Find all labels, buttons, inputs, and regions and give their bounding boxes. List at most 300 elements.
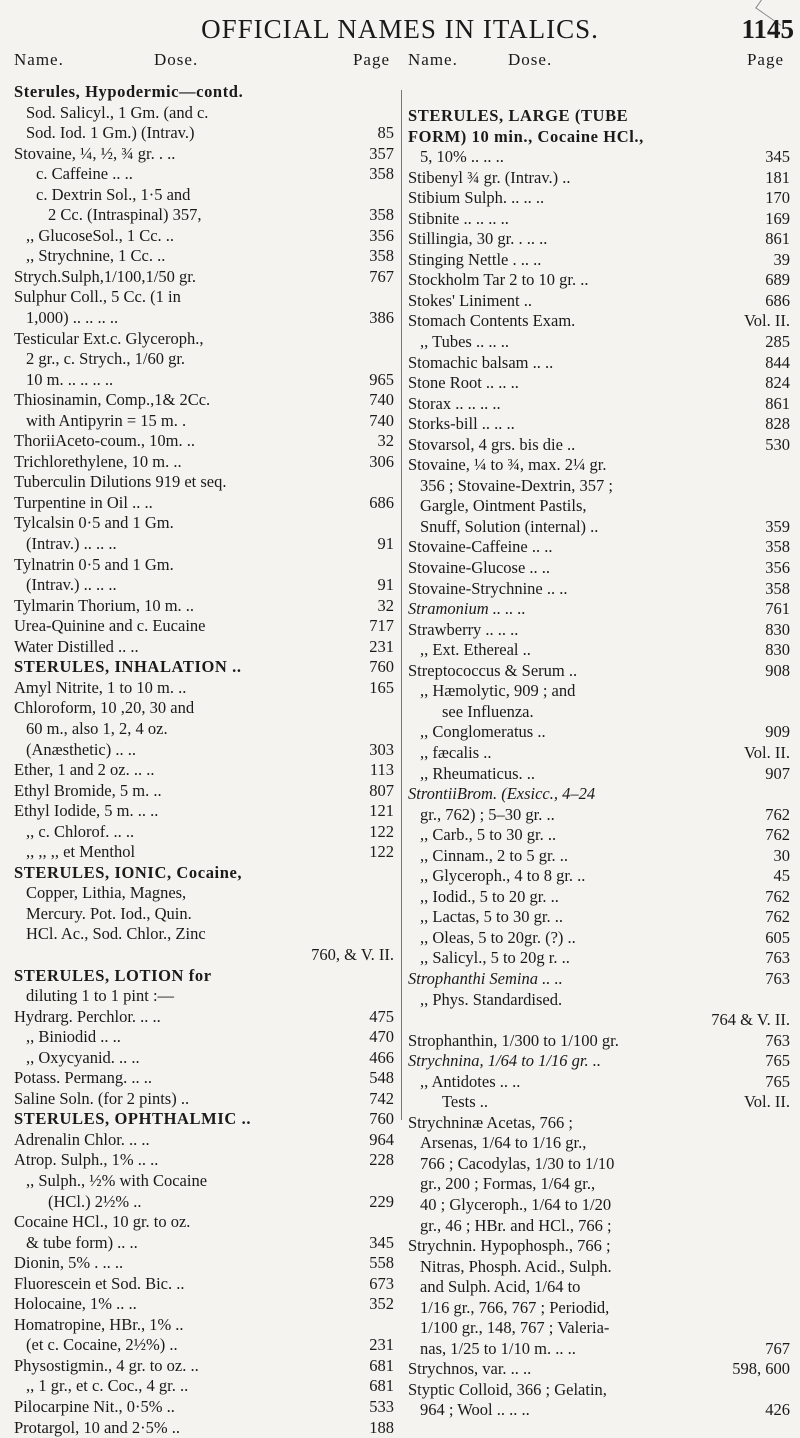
entry-text: Stomach Contents Exam. — [408, 311, 576, 331]
entry-text: Stovaine-Strychnine .. .. — [408, 578, 568, 598]
entry-page-ref: 740 — [369, 410, 394, 430]
entry-page-ref: 763 — [765, 968, 790, 988]
index-entry — [14, 1397, 394, 1418]
index-entry — [408, 1174, 790, 1195]
index-entry — [14, 945, 394, 966]
entry-page-ref: 844 — [765, 352, 790, 372]
entry-text: (Intrav.) .. .. .. — [26, 534, 117, 554]
entry-text: 766 ; Cacodylas, 1/30 to 1/10 — [420, 1153, 615, 1173]
entry-text: Sod. Iod. 1 Gm.) (Intrav.) — [26, 123, 195, 143]
index-entry — [408, 1133, 790, 1154]
index-entry — [14, 1109, 394, 1130]
index-entry — [408, 661, 790, 682]
entry-page-ref: 285 — [765, 332, 790, 352]
entry-page-ref: 32 — [377, 595, 394, 615]
entry-text: 760, & V. II. — [311, 944, 394, 964]
index-entry — [14, 390, 394, 411]
entry-text: ,, Tubes .. .. .. — [420, 332, 509, 352]
entry-page-ref: 742 — [369, 1088, 394, 1108]
right-index-column — [408, 106, 790, 1421]
index-entry — [14, 616, 394, 637]
entry-text: gr., 200 ; Formas, 1/64 gr., — [420, 1174, 596, 1194]
index-entry — [14, 1048, 394, 1069]
entry-text: Fluorescein et Sod. Bic. .. — [14, 1273, 185, 1293]
column-divider — [401, 90, 402, 1120]
entry-text: Stovaine, ¼ to ¾, max. 2¼ gr. — [408, 455, 607, 475]
entry-text: ,, Glyceroph., 4 to 8 gr. .. — [420, 866, 586, 886]
entry-text: with Antipyrin = 15 m. . — [26, 410, 187, 430]
entry-text: Strawberry .. .. .. — [408, 619, 519, 639]
index-entry — [14, 267, 394, 288]
entry-text: Holocaine, 1% .. .. — [14, 1294, 137, 1314]
entry-text: Stramonium .. .. .. — [408, 599, 526, 619]
entry-text: 60 m., also 1, 2, 4 oz. — [26, 718, 168, 738]
entry-page-ref: 358 — [369, 164, 394, 184]
entry-page-ref: 763 — [765, 1030, 790, 1050]
index-entry — [14, 205, 394, 226]
index-entry — [408, 599, 790, 620]
entry-text: HCl. Ac., Sod. Chlor., Zinc — [26, 924, 206, 944]
entry-text: ,, Carb., 5 to 30 gr. .. — [420, 825, 557, 845]
index-entry — [14, 349, 394, 370]
index-entry — [408, 1318, 790, 1339]
entry-text: Stovaine-Glucose .. .. — [408, 558, 551, 578]
entry-page-ref: 762 — [765, 886, 790, 906]
entry-text: ,, Oleas, 5 to 20gr. (?) .. — [420, 927, 576, 947]
entry-text: Ethyl Iodide, 5 m. .. .. — [14, 801, 159, 821]
index-entry — [408, 1257, 790, 1278]
entry-page-ref: 169 — [765, 208, 790, 228]
entry-text: Snuff, Solution (internal) .. — [420, 516, 599, 536]
entry-page-ref: 762 — [765, 907, 790, 927]
entry-text: Strychnina, 1/64 to 1/16 gr. .. — [408, 1051, 601, 1071]
entry-page-ref: 763 — [765, 948, 790, 968]
entry-page-ref: 824 — [765, 373, 790, 393]
index-entry — [408, 1072, 790, 1093]
entry-text: gr., 46 ; HBr. and HCl., 766 ; — [420, 1215, 612, 1235]
entry-text: Ether, 1 and 2 oz. .. .. — [14, 760, 155, 780]
index-entry — [14, 411, 394, 432]
entry-text: ,, Rheumaticus. .. — [420, 763, 536, 783]
entry-page-ref: 767 — [369, 266, 394, 286]
index-entry — [14, 904, 394, 925]
index-entry — [14, 657, 394, 678]
entry-page-ref: 39 — [773, 249, 790, 269]
entry-text: (HCl.) 2½% .. — [48, 1191, 142, 1211]
page-number: 1145 — [741, 14, 794, 44]
entry-page-ref: 85 — [377, 123, 394, 143]
entry-text: Water Distilled .. .. — [14, 636, 139, 656]
entry-text: STERULES, INHALATION .. — [14, 657, 242, 677]
index-entry — [408, 948, 790, 969]
index-entry — [14, 801, 394, 822]
index-entry — [14, 883, 394, 904]
entry-page-ref: 306 — [369, 451, 394, 471]
index-entry — [14, 329, 394, 350]
entry-text: ,, Salicyl., 5 to 20g r. .. — [420, 948, 570, 968]
index-entry — [14, 431, 394, 452]
entry-text: ,, Cinnam., 2 to 5 gr. .. — [420, 845, 569, 865]
entry-page-ref: 861 — [765, 229, 790, 249]
index-entry — [14, 1315, 394, 1336]
index-entry — [14, 966, 394, 987]
entry-text: Strychnin. Hypophosph., 766 ; — [408, 1236, 611, 1256]
entry-page-ref: 673 — [369, 1273, 394, 1293]
entry-page-ref: 686 — [765, 290, 790, 310]
entry-text: see Influenza. — [442, 701, 534, 721]
entry-text: ,, Conglomeratus .. — [420, 722, 546, 742]
dose-heading: Dose. — [508, 50, 553, 69]
index-entry — [408, 127, 790, 148]
index-entry — [408, 291, 790, 312]
index-entry — [14, 493, 394, 514]
entry-text: Stillingia, 30 gr. . .. .. — [408, 229, 548, 249]
entry-text: Protargol, 10 and 2·5% .. — [14, 1417, 181, 1437]
entry-text: Arsenas, 1/64 to 1/16 gr., — [420, 1133, 587, 1153]
index-entry — [408, 928, 790, 949]
index-entry — [408, 394, 790, 415]
index-entry — [408, 270, 790, 291]
entry-page-ref: 426 — [765, 1400, 790, 1420]
entry-page-ref: 181 — [765, 167, 790, 187]
index-entry — [408, 1236, 790, 1257]
entry-page-ref: 828 — [765, 414, 790, 434]
entry-page-ref: 229 — [369, 1191, 394, 1211]
entry-page-ref: 358 — [369, 246, 394, 266]
index-entry — [14, 472, 394, 493]
entry-text: ,, Strychnine, 1 Cc. .. — [26, 246, 166, 266]
index-entry — [14, 575, 394, 596]
entry-page-ref: Vol. II. — [744, 742, 790, 762]
index-entry — [14, 534, 394, 555]
index-entry — [14, 308, 394, 329]
entry-page-ref: 762 — [765, 825, 790, 845]
entry-page-ref: 188 — [369, 1417, 394, 1437]
index-entry — [408, 476, 790, 497]
index-entry — [14, 287, 394, 308]
entry-text: ,, ,, ,, et Menthol — [26, 842, 136, 862]
entry-text: ,, Ext. Ethereal .. — [420, 640, 531, 660]
entry-text: ,, Phys. Standardised. — [420, 989, 563, 1009]
entry-page-ref: 122 — [369, 842, 394, 862]
entry-page-ref: 466 — [369, 1047, 394, 1067]
entry-text: ,, c. Chlorof. .. .. — [26, 821, 135, 841]
entry-text: 5, 10% .. .. .. — [420, 147, 504, 167]
entry-text: 1/16 gr., 766, 767 ; Periodid, — [420, 1297, 610, 1317]
left-column-headings — [14, 50, 390, 76]
index-entry — [408, 188, 790, 209]
entry-text: Physostigmin., 4 gr. to oz. .. — [14, 1355, 199, 1375]
entry-text: Chloroform, 10 ,20, 30 and — [14, 698, 195, 718]
entry-page-ref: 760 — [369, 1109, 394, 1129]
index-entry — [14, 986, 394, 1007]
index-entry — [408, 764, 790, 785]
entry-text: STERULES, IONIC, Cocaine, — [14, 862, 243, 882]
entry-text: c. Caffeine .. .. — [36, 164, 133, 184]
entry-text: Testicular Ext.c. Glyceroph., — [14, 328, 204, 348]
entry-page-ref: 113 — [369, 760, 394, 780]
left-index-column — [14, 82, 394, 1438]
entry-text: Urea-Quinine and c. Eucaine — [14, 616, 206, 636]
entry-page-ref: 345 — [765, 147, 790, 167]
entry-text: 40 ; Glyceroph., 1/64 to 1/20 — [420, 1194, 612, 1214]
index-entry — [408, 1051, 790, 1072]
entry-text: Stone Root .. .. .. — [408, 373, 519, 393]
entry-text: ,, Antidotes .. .. — [420, 1071, 521, 1091]
entry-text: Tests .. — [442, 1092, 489, 1112]
entry-text: Thiosinamin, Comp.,1& 2Cc. — [14, 390, 211, 410]
dose-heading: Dose. — [154, 50, 199, 69]
entry-text: Pilocarpine Nit., 0·5% .. — [14, 1397, 175, 1416]
entry-page-ref: 909 — [765, 722, 790, 742]
entry-page-ref: 558 — [369, 1253, 394, 1273]
entry-text: and Sulph. Acid, 1/64 to — [420, 1277, 581, 1297]
entry-text: (Intrav.) .. .. .. — [26, 575, 117, 595]
index-entry — [408, 743, 790, 764]
index-entry — [408, 722, 790, 743]
entry-page-ref: 358 — [765, 578, 790, 598]
entry-page-ref: 530 — [765, 434, 790, 454]
entry-page-ref: 965 — [369, 369, 394, 389]
entry-text: Mercury. Pot. Iod., Quin. — [26, 903, 192, 923]
index-entry — [408, 496, 790, 517]
index-entry — [14, 1212, 394, 1233]
entry-page-ref: 358 — [765, 537, 790, 557]
entry-text: Adrenalin Chlor. .. .. — [14, 1129, 150, 1149]
entry-page-ref: 470 — [369, 1027, 394, 1047]
entry-text: Sulphur Coll., 5 Cc. (1 in — [14, 287, 181, 307]
entry-page-ref: 91 — [377, 575, 394, 595]
entry-page-ref: 121 — [369, 801, 394, 821]
index-entry — [408, 907, 790, 928]
entry-text: 2 Cc. (Intraspinal) 357, — [48, 205, 202, 225]
index-entry — [14, 719, 394, 740]
index-entry — [14, 842, 394, 863]
entry-page-ref: 767 — [765, 1338, 790, 1358]
index-entry — [14, 1418, 394, 1438]
index-entry — [14, 144, 394, 165]
index-entry — [408, 311, 790, 332]
index-entry — [408, 1031, 790, 1052]
entry-page-ref: 830 — [765, 640, 790, 660]
entry-text: ,, Sulph., ½% with Cocaine — [26, 1170, 208, 1190]
entry-text: FORM) 10 min., Cocaine HCl., — [408, 126, 644, 146]
index-entry — [408, 1400, 790, 1421]
index-entry — [408, 784, 790, 805]
entry-page-ref: 170 — [765, 188, 790, 208]
index-entry — [14, 698, 394, 719]
entry-text: Dionin, 5% . .. .. — [14, 1253, 124, 1273]
index-entry — [408, 990, 790, 1011]
entry-page-ref: 907 — [765, 763, 790, 783]
index-entry — [408, 168, 790, 189]
entry-page-ref: 861 — [765, 393, 790, 413]
entry-text: Styptic Colloid, 366 ; Gelatin, — [408, 1379, 607, 1399]
index-entry — [408, 805, 790, 826]
index-entry — [408, 1154, 790, 1175]
index-entry — [408, 1359, 790, 1380]
entry-text: Tuberculin Dilutions 919 et seq. — [14, 472, 227, 492]
entry-page-ref: 122 — [369, 821, 394, 841]
entry-text: Stibenyl ¾ gr. (Intrav.) .. — [408, 167, 571, 187]
entry-text: c. Dextrin Sol., 1·5 and — [36, 184, 191, 204]
entry-text: Stovaine-Caffeine .. .. — [408, 537, 553, 557]
entry-page-ref: 352 — [369, 1294, 394, 1314]
entry-text: Strophanthi Semina .. .. — [408, 968, 563, 988]
entry-text: Strych.Sulph,1/100,1/50 gr. — [14, 266, 196, 286]
column-headings — [0, 50, 800, 76]
running-head — [0, 6, 800, 46]
entry-page-ref: 231 — [369, 636, 394, 656]
entry-text: Potass. Permang. .. .. — [14, 1068, 152, 1088]
entry-page-ref: 356 — [765, 558, 790, 578]
entry-page-ref: 228 — [369, 1150, 394, 1170]
index-entry — [408, 1010, 790, 1031]
entry-text: Cocaine HCl., 10 gr. to oz. — [14, 1212, 191, 1232]
entry-page-ref: 303 — [369, 739, 394, 759]
entry-text: Tylcalsin 0·5 and 1 Gm. — [14, 513, 174, 533]
entry-page-ref: 386 — [369, 308, 394, 328]
name-heading: Name. — [14, 50, 64, 69]
entry-text: 356 ; Stovaine-Dextrin, 357 ; — [420, 475, 613, 495]
index-entry — [408, 1277, 790, 1298]
index-entry — [14, 1007, 394, 1028]
entry-text: diluting 1 to 1 pint :— — [26, 986, 175, 1006]
entry-page-ref: 359 — [765, 516, 790, 536]
entry-text: 10 m. .. .. .. .. — [26, 369, 114, 389]
entry-text: 964 ; Wool .. .. .. — [420, 1400, 530, 1420]
entry-text: StrontiiBrom. (Exsicc., 4–24 — [408, 784, 596, 804]
entry-text: 1/100 gr., 148, 767 ; Valeria- — [420, 1318, 610, 1338]
entry-text: Atrop. Sulph., 1% .. .. — [14, 1150, 159, 1170]
entry-text: Stovarsol, 4 grs. bis die .. — [408, 434, 576, 454]
entry-text: STERULES, LOTION for — [14, 965, 212, 985]
entry-page-ref: 761 — [765, 599, 790, 619]
entry-text: Homatropine, HBr., 1% .. — [14, 1314, 184, 1334]
entry-page-ref: 548 — [369, 1068, 394, 1088]
index-entry — [14, 555, 394, 576]
entry-text: Copper, Lithia, Magnes, — [26, 883, 187, 903]
index-entry — [408, 681, 790, 702]
index-entry — [14, 1150, 394, 1171]
index-entry — [14, 1294, 394, 1315]
index-entry — [408, 537, 790, 558]
entry-text: Strychninæ Acetas, 766 ; — [408, 1112, 573, 1132]
page-header-title: OFFICIAL NAMES IN ITALICS. — [201, 14, 599, 44]
entry-text: ,, Oxycyanid. .. .. — [26, 1047, 140, 1067]
entry-text: Sterules, Hypodermic—contd. — [14, 82, 244, 101]
entry-text: Nitras, Phosph. Acid., Sulph. — [420, 1256, 612, 1276]
index-entry — [408, 209, 790, 230]
index-entry — [408, 250, 790, 271]
index-entry — [14, 863, 394, 884]
index-entry — [408, 846, 790, 867]
entry-text: (et c. Cocaine, 2½%) .. — [26, 1335, 178, 1355]
index-entry — [14, 1192, 394, 1213]
index-entry — [14, 760, 394, 781]
index-entry — [408, 640, 790, 661]
entry-text: ,, Iodid., 5 to 20 gr. .. — [420, 886, 559, 906]
entry-text: Ethyl Bromide, 5 m. .. — [14, 780, 162, 800]
entry-text: Stokes' Liniment .. — [408, 290, 532, 310]
entry-page-ref: 908 — [765, 660, 790, 680]
entry-page-ref: 45 — [773, 866, 790, 886]
index-entry — [14, 1274, 394, 1295]
entry-text: STERULES, LARGE (TUBE — [408, 106, 629, 125]
entry-text: Hydrarg. Perchlor. .. .. — [14, 1006, 161, 1026]
index-entry — [14, 637, 394, 658]
entry-text: STERULES, OPHTHALMIC .. — [14, 1109, 252, 1129]
index-entry — [408, 1380, 790, 1401]
index-entry — [14, 246, 394, 267]
index-entry — [14, 822, 394, 843]
index-entry — [408, 558, 790, 579]
entry-text: (Anæsthetic) .. .. — [26, 739, 136, 759]
index-entry — [14, 740, 394, 761]
entry-page-ref: 760 — [369, 657, 394, 677]
index-entry — [14, 1233, 394, 1254]
entry-page-ref: 686 — [369, 492, 394, 512]
entry-page-ref: 765 — [765, 1051, 790, 1071]
entry-text: ,, GlucoseSol., 1 Cc. .. — [26, 225, 175, 245]
entry-text: Gargle, Ointment Pastils, — [420, 496, 587, 516]
entry-text: 1,000) .. .. .. .. — [26, 308, 119, 328]
entry-text: Strophanthin, 1/300 to 1/100 gr. — [408, 1030, 619, 1050]
entry-text: Stovaine, ¼, ½, ¾ gr. . .. — [14, 143, 176, 163]
index-entry — [14, 1253, 394, 1274]
entry-page-ref: 740 — [369, 390, 394, 410]
index-entry — [14, 678, 394, 699]
index-entry — [14, 1335, 394, 1356]
entry-text: Turpentine in Oil .. .. — [14, 492, 153, 512]
entry-text: nas, 1/25 to 1/10 m. .. .. — [420, 1338, 576, 1358]
index-entry — [408, 455, 790, 476]
entry-text: ,, 1 gr., et c. Coc., 4 gr. .. — [26, 1376, 189, 1396]
entry-page-ref: Vol. II. — [744, 1092, 790, 1112]
index-entry — [408, 969, 790, 990]
entry-page-ref: 681 — [369, 1355, 394, 1375]
name-heading: Name. — [408, 50, 458, 69]
entry-text: Streptococcus & Serum .. — [408, 660, 578, 680]
index-entry — [408, 579, 790, 600]
entry-page-ref: 357 — [369, 143, 394, 163]
index-entry — [14, 924, 394, 945]
index-entry — [408, 373, 790, 394]
entry-page-ref: 605 — [765, 927, 790, 947]
entry-text: Tylnatrin 0·5 and 1 Gm. — [14, 554, 174, 574]
entry-text: ,, fæcalis .. — [420, 742, 492, 762]
index-entry — [14, 1356, 394, 1377]
entry-text: 2 gr., c. Strych., 1/60 gr. — [26, 349, 186, 369]
entry-text: Storax .. .. .. .. — [408, 393, 501, 413]
entry-text: 764 & V. II. — [711, 1010, 790, 1030]
index-entry — [14, 1068, 394, 1089]
entry-text: & tube form) .. .. — [26, 1232, 138, 1252]
entry-page-ref: 356 — [369, 225, 394, 245]
entry-page-ref: 689 — [765, 270, 790, 290]
entry-page-ref: 91 — [377, 534, 394, 554]
entry-page-ref: 765 — [765, 1071, 790, 1091]
index-entry — [14, 1171, 394, 1192]
index-entry — [408, 517, 790, 538]
index-entry — [408, 147, 790, 168]
entry-page-ref: 830 — [765, 619, 790, 639]
index-entry — [408, 866, 790, 887]
index-entry — [14, 164, 394, 185]
index-entry — [408, 1339, 790, 1360]
entry-page-ref: Vol. II. — [744, 311, 790, 331]
right-column-headings — [408, 50, 784, 76]
